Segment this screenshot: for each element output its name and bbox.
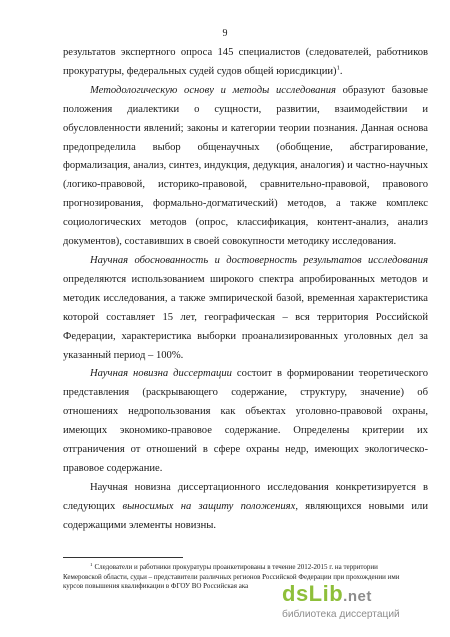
watermark-caption: библиотека диссертаций	[282, 609, 400, 620]
italic-heading-text: Научная обоснованность и достоверность результатов исследования	[90, 254, 428, 266]
paragraph	[63, 479, 428, 536]
italic-heading-text: Методологическую основу и методы исследования	[90, 84, 336, 96]
watermark	[282, 581, 442, 633]
paragraph	[63, 44, 428, 82]
footnote-line	[63, 563, 430, 573]
watermark-logo-main: dsLib	[282, 581, 344, 606]
paragraph	[63, 82, 428, 252]
footnote-text: Следователи и работники прокуратуры проанкетированы в течение 2012-2015 г. на территории	[94, 563, 378, 571]
footnote-separator	[63, 557, 183, 558]
paragraph	[63, 365, 428, 478]
document-body	[63, 44, 428, 536]
paragraph-text: результатов экспертного опроса 145 специалистов (следователей, работников прокуратуры, федеральных судей судов общей юрисдикции)	[63, 47, 428, 77]
watermark-logo-suffix: .net	[343, 588, 372, 605]
paragraph-text: образуют базовые положения диалектики о сущности, развитии, взаимодействии и обусловленности явлений; законы и категории теории познания. Данная основа предопределила выбор общенаучных (обобщение, абстрагирование, формализация, анализ, синтез, индукция, дедукция, аналогия) и частно-научных (логико-правовой, историко-правовой, сравнительно-правовой, правового прогнозирования, формально-догматический) методов, а также комплекс социологических методов (опрос, классификация, контент-анализ, анализ документов), составивших в своей совокупности методику исследования.	[63, 84, 428, 248]
italic-heading-text: выносимых на защиту положениях	[122, 500, 296, 512]
paragraph-text: , являющихся новыми или содержащими элементы новизны.	[63, 500, 428, 531]
footnote-line: курсов повышения квалификации в ФГОУ ВО Российская ака	[63, 582, 249, 591]
footnote-line: Кемеровской области, судьи – представители различных регионов Российской Федерации при прохождении ими	[63, 572, 400, 581]
page-number: 9	[222, 28, 228, 39]
watermark-logo	[282, 581, 372, 607]
paragraph	[63, 252, 428, 365]
footnote-marker: 1	[90, 563, 93, 568]
italic-heading-text: Научная новизна диссертации	[90, 368, 232, 380]
paragraph-text: определяются использованием широкого спектра апробированных методов и методик исследования, а также эмпирической базой, временная характеристика которой составляет 15 лет, географическая – вся территория Российской Федерации, характеристика выборки проанализированных уголовных дел за указанный период – 100%.	[63, 273, 428, 361]
paragraph-text: состоит в формировании теоретического представления (раскрывающего содержание, структуру, значение) об отношениях недропользования как объектах уголовно-правовой охраны, имеющих экономико-правовое содержание. Определены критерии их отграничения от отношений в сфере охраны недр, имеющих экологическо-правовое содержание.	[63, 368, 428, 474]
footnote-reference: 1	[336, 64, 340, 72]
paragraph-text: .	[339, 65, 343, 77]
paragraph-text: Научная новизна диссертационного исследования конкретизируется в следующих	[63, 481, 428, 512]
